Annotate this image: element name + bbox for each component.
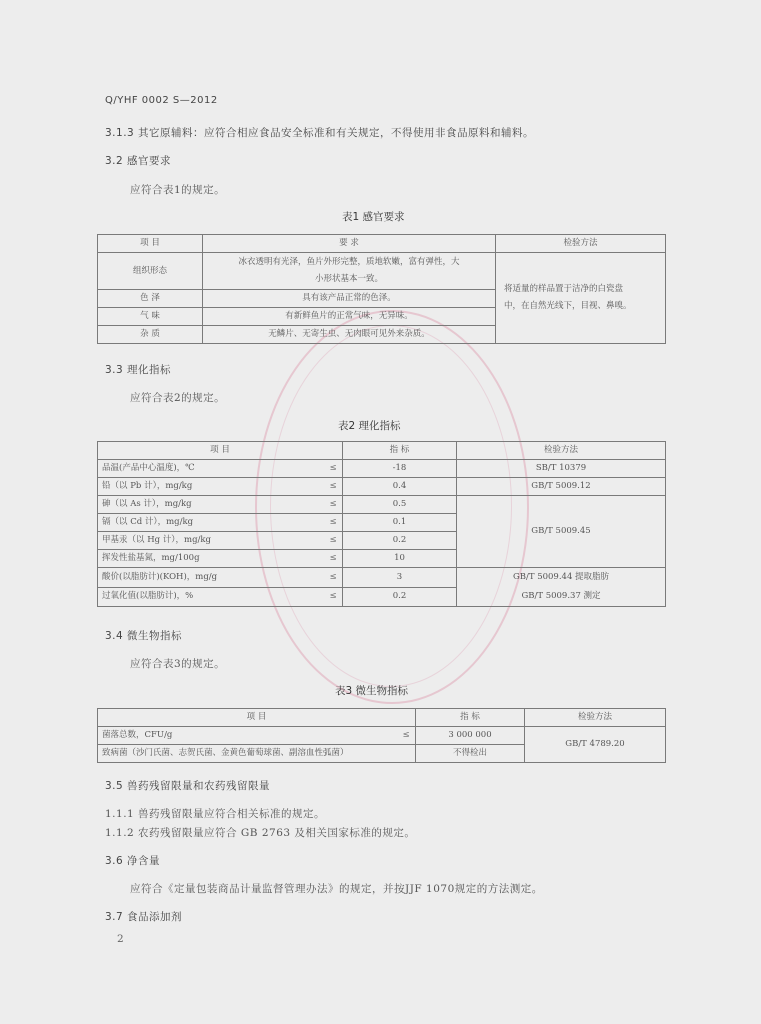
table1-cell-item: 杂 质 (98, 326, 203, 344)
table2-header-method: 检验方法 (457, 442, 666, 460)
table1-header-requirement: 要 求 (203, 235, 496, 253)
page-number: 2 (117, 933, 125, 945)
table1-cell-item: 气 味 (98, 308, 203, 326)
table2-cell-value: 0.2 (343, 587, 457, 607)
table2-cell-item: 品温(产品中心温度)，℃ (98, 460, 325, 478)
clause-3-1-3: 3.1.3 其它原辅料：应符合相应食品安全标准和有关规定，不得使用非食品原料和辅料。 (105, 127, 535, 139)
table2-method-line: GB/T 5009.44 提取脂肪 (512, 572, 610, 582)
table1-cell-requirement (203, 253, 496, 290)
table2-cell-value: 10 (343, 550, 457, 568)
table2-cell-value: 3 (343, 568, 457, 588)
section-3-5-title: 3.5 兽药残留限量和农药残留限量 (105, 780, 271, 792)
table2-cell-le: ≤ (324, 587, 343, 607)
table2-cell-value: 0.5 (343, 496, 457, 514)
table2-cell-method: SB/T 10379 (457, 460, 666, 478)
table2-cell-item: 挥发性盐基氮，mg/100g (98, 550, 325, 568)
table3-header-method: 检验方法 (525, 709, 666, 727)
clause-1-1-1: 1.1.1 兽药残留限量应符合相关标准的规定。 (105, 808, 326, 820)
section-3-4-body: 应符合表3的规定。 (130, 658, 226, 670)
table2-cell-value: -18 (343, 460, 457, 478)
table1-cell-item: 组织形态 (98, 253, 203, 290)
table2-cell-le: ≤ (324, 550, 343, 568)
table3-cell-value: 不得检出 (416, 745, 525, 763)
table1-cell-requirement: 无鳞片、无寄生虫、无肉眼可见外来杂质。 (203, 326, 496, 344)
table2-header-item: 项 目 (98, 442, 343, 460)
section-3-4-title: 3.4 微生物指标 (105, 630, 183, 642)
table1-cell-method (496, 253, 666, 344)
table2-cell-method: GB/T 5009.45 (457, 496, 666, 568)
table2-cell-le: ≤ (324, 568, 343, 588)
table1-cell-item: 色 泽 (98, 290, 203, 308)
table2-cell-le: ≤ (324, 532, 343, 550)
table2-physicochemical (97, 441, 666, 607)
section-3-2-title: 3.2 感官要求 (105, 155, 172, 167)
table3-header-value: 指 标 (416, 709, 525, 727)
document-header: Q/YHF 0002 S—2012 (105, 95, 218, 106)
table1-method-line: 将适量的样品置于洁净的白瓷盘 (504, 284, 624, 294)
table3-cell-item: 菌落总数，CFU/g (98, 727, 398, 745)
table2-cell-value: 0.1 (343, 514, 457, 532)
section-3-6-body: 应符合《定量包装商品计量监督管理办法》的规定，并按JJF 1070规定的方法测定。 (130, 883, 543, 895)
table2-caption: 表2 理化指标 (338, 420, 401, 432)
table1-cell-requirement: 有新鲜鱼片的正常气味，无异味。 (203, 308, 496, 326)
table3-cell-value: 3 000 000 (416, 727, 525, 745)
clause-1-1-2: 1.1.2 农药残留限量应符合 GB 2763 及相关国家标准的规定。 (105, 827, 416, 839)
table2-cell-le: ≤ (324, 514, 343, 532)
table3-caption: 表3 微生物指标 (335, 685, 409, 697)
table2-cell-le: ≤ (324, 496, 343, 514)
section-3-6-title: 3.6 净含量 (105, 855, 161, 867)
table2-method-line: GB/T 5009.37 测定 (521, 591, 601, 601)
table2-cell-item: 过氧化值(以脂肪计)，% (98, 587, 325, 607)
section-3-7-title: 3.7 食品添加剂 (105, 911, 183, 923)
table1-cell-requirement: 具有该产品正常的色泽。 (203, 290, 496, 308)
table2-cell-item: 砷（以 As 计），mg/kg (98, 496, 325, 514)
section-3-3-title: 3.3 理化指标 (105, 364, 172, 376)
table2-cell-method (457, 568, 666, 607)
table2-cell-value: 0.2 (343, 532, 457, 550)
table1-caption: 表1 感官要求 (342, 211, 405, 223)
section-3-2-body: 应符合表1的规定。 (130, 184, 226, 196)
table3-cell-method: GB/T 4789.20 (525, 727, 666, 763)
table2-cell-item: 甲基汞（以 Hg 计），mg/kg (98, 532, 325, 550)
table2-cell-le: ≤ (324, 460, 343, 478)
table1-req-line: 小形状基本一致。 (314, 274, 383, 284)
table1-sensory (97, 234, 666, 344)
table1-method-line: 中，在自然光线下，目视、鼻嗅。 (504, 301, 632, 311)
table2-cell-method: GB/T 5009.12 (457, 478, 666, 496)
table2-header-value: 指 标 (343, 442, 457, 460)
table1-header-method: 检验方法 (496, 235, 666, 253)
table2-cell-item: 酸价(以脂肪计)(KOH)，mg/g (98, 568, 325, 588)
table1-header-item: 项 目 (98, 235, 203, 253)
table3-cell-item: 致病菌（沙门氏菌、志贺氏菌、金黄色葡萄球菌、副溶血性弧菌） (98, 745, 416, 763)
table2-cell-le: ≤ (324, 478, 343, 496)
table2-cell-item: 镉（以 Cd 计），mg/kg (98, 514, 325, 532)
table3-microbiological (97, 708, 666, 763)
table2-cell-item: 铅（以 Pb 计），mg/kg (98, 478, 325, 496)
table3-cell-le: ≤ (397, 727, 416, 745)
table1-req-line: 冰衣透明有光泽，鱼片外形完整，质地软嫩，富有弹性，大 (238, 257, 460, 267)
section-3-3-body: 应符合表2的规定。 (130, 392, 226, 404)
table3-header-item: 项 目 (98, 709, 416, 727)
table2-cell-value: 0.4 (343, 478, 457, 496)
